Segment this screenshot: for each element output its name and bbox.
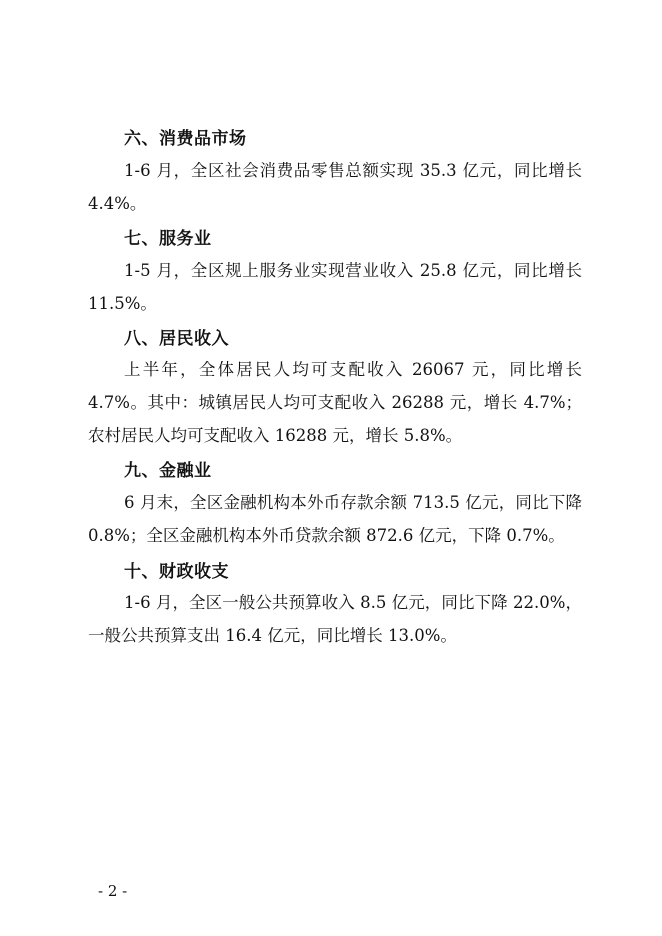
page-number: - 2 - [98, 882, 128, 900]
section-body-resident-income: 上半年，全体居民人均可支配收入 26067 元，同比增长 4.7%。其中：城镇居民人均可支配收入 26288 元，增长 4.7%；农村居民人均可支配收入 16288 元，增长 5.8%。 [88, 360, 582, 445]
section-body-services: 1-5 月，全区规上服务业实现营业收入 25.8 亿元，同比增长 11.5%。 [88, 261, 582, 313]
section-heading-consumer-market: 六、消费品市场 [124, 129, 247, 149]
section-heading-finance: 九、金融业 [124, 461, 212, 481]
section-body-consumer-market: 1-6 月，全区社会消费品零售总额实现 35.3 亿元，同比增长 4.4%。 [88, 161, 582, 213]
section-body-finance: 6 月末，全区金融机构本外币存款余额 713.5 亿元，同比下降 0.8%；全区金融机构本外币贷款余额 872.6 亿元，下降 0.7%。 [88, 493, 582, 545]
section-heading-fiscal: 十、财政收支 [124, 562, 229, 582]
section-heading-services: 七、服务业 [124, 229, 212, 249]
section-body-fiscal: 1-6 月，全区一般公共预算收入 8.5 亿元，同比下降 22.0%，一般公共预算支出 16.4 亿元，同比增长 13.0%。 [88, 593, 582, 645]
section-heading-resident-income: 八、居民收入 [124, 329, 229, 349]
